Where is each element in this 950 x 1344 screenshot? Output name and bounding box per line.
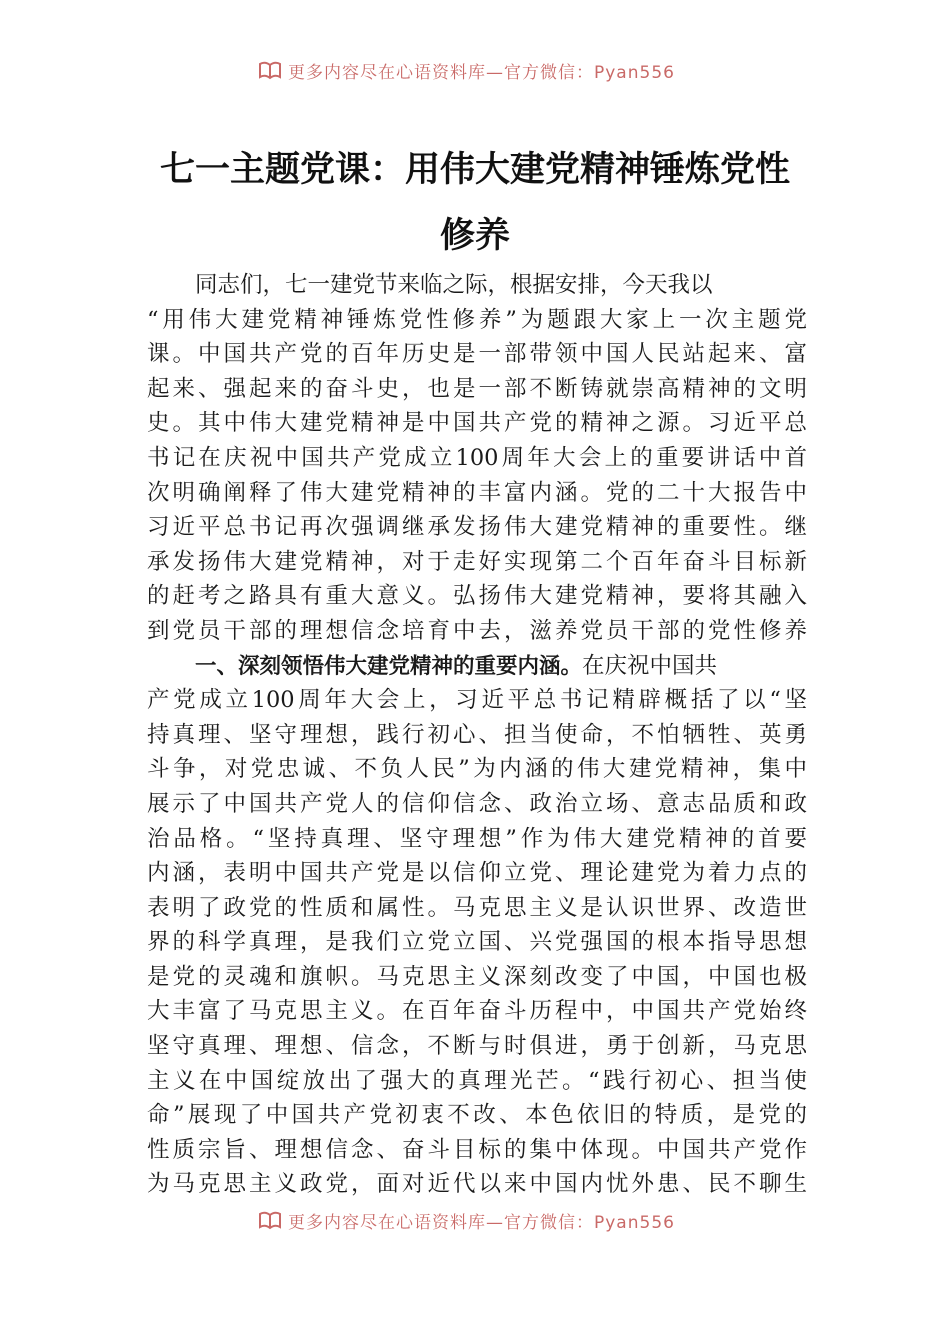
body-line: 次明确阐释了伟大建党精神的丰富内涵。党的二十大报告中	[147, 479, 807, 506]
watermark-text: 更多内容尽在心语资料库—官方微信：Pyan556	[288, 1212, 675, 1233]
body-line: 是党的灵魂和旗帜。马克思主义深刻改变了中国，中国也极	[147, 963, 807, 990]
body-line: 为马克思主义政党，面对近代以来中国内忧外患、民不聊生	[147, 1171, 807, 1198]
book-logo-icon	[258, 60, 282, 80]
body-line: 内涵，表明中国共产党是以信仰立党、理论建党为着力点的	[147, 860, 807, 887]
body-line: 到党员干部的理想信念培育中去，滋养党员干部的党性修养	[147, 617, 807, 644]
body-line: 展示了中国共产党人的信仰信念、政治立场、意志品质和政	[147, 790, 807, 817]
footer-watermark	[258, 1207, 758, 1233]
body-line: 坚守真理、理想、信念，不断与时俱进，勇于创新，马克思	[147, 1033, 807, 1060]
body-line: 课。中国共产党的百年历史是一部带领中国人民站起来、富	[147, 341, 807, 368]
section-1-heading: 一、深刻领悟伟大建党精神的重要内涵。	[195, 653, 583, 679]
body-line: 治品格。“坚持真理、坚守理想”作为伟大建党精神的首要	[147, 825, 807, 852]
section-1-first-line-text: 在庆祝中国共	[582, 652, 718, 679]
body-line: 习近平总书记再次强调继承发扬伟大建党精神的重要性。继	[147, 514, 807, 541]
body-line: 界的科学真理，是我们立党立国、兴党强国的根本指导思想	[147, 929, 807, 956]
body-line: 表明了政党的性质和属性。马克思主义是认识世界、改造世	[147, 894, 807, 921]
body-line: 性质宗旨、理想信念、奋斗目标的集中体现。中国共产党作	[147, 1136, 807, 1163]
body-line: 史。其中伟大建党精神是中国共产党的精神之源。习近平总	[147, 410, 807, 437]
body-line: 主义在中国绽放出了强大的真理光芒。“践行初心、担当使	[147, 1067, 807, 1094]
watermark-text: 更多内容尽在心语资料库—官方微信：Pyan556	[288, 62, 675, 83]
body-line: 斗争，对党忠诚、不负人民”为内涵的伟大建党精神，集中	[147, 756, 807, 783]
header-watermark	[258, 57, 758, 83]
body-line: 大丰富了马克思主义。在百年奋斗历程中，中国共产党始终	[147, 998, 807, 1025]
book-logo-icon	[258, 1210, 282, 1230]
document-title-line-2: 修养	[439, 216, 510, 256]
section-1-first-line	[147, 649, 807, 684]
body-line: 起来、强起来的奋斗史，也是一部不断铸就崇高精神的文明	[147, 375, 807, 402]
body-line: 书记在庆祝中国共产党成立100周年大会上的重要讲话中首	[147, 444, 807, 471]
body-line: 的赶考之路具有重大意义。弘扬伟大建党精神，要将其融入	[147, 583, 807, 610]
document-title-line-1: 七一主题党课：用伟大建党精神锤炼党性	[159, 150, 790, 190]
body-line: 产党成立100周年大会上，习近平总书记精辟概括了以“坚	[147, 687, 807, 714]
body-line: 命”展现了中国共产党初衷不改、本色依旧的特质，是党的	[147, 1102, 807, 1129]
body-line: 持真理、坚守理想，践行初心、担当使命，不怕牺牲、英勇	[147, 721, 807, 748]
document-body	[147, 268, 807, 1202]
body-line: “用伟大建党精神锤炼党性修养”为题跟大家上一次主题党	[147, 306, 807, 333]
body-line: 同志们，七一建党节来临之际，根据安排，今天我以	[195, 272, 713, 298]
body-line: 承发扬伟大建党精神，对于走好实现第二个百年奋斗目标新	[147, 548, 807, 575]
